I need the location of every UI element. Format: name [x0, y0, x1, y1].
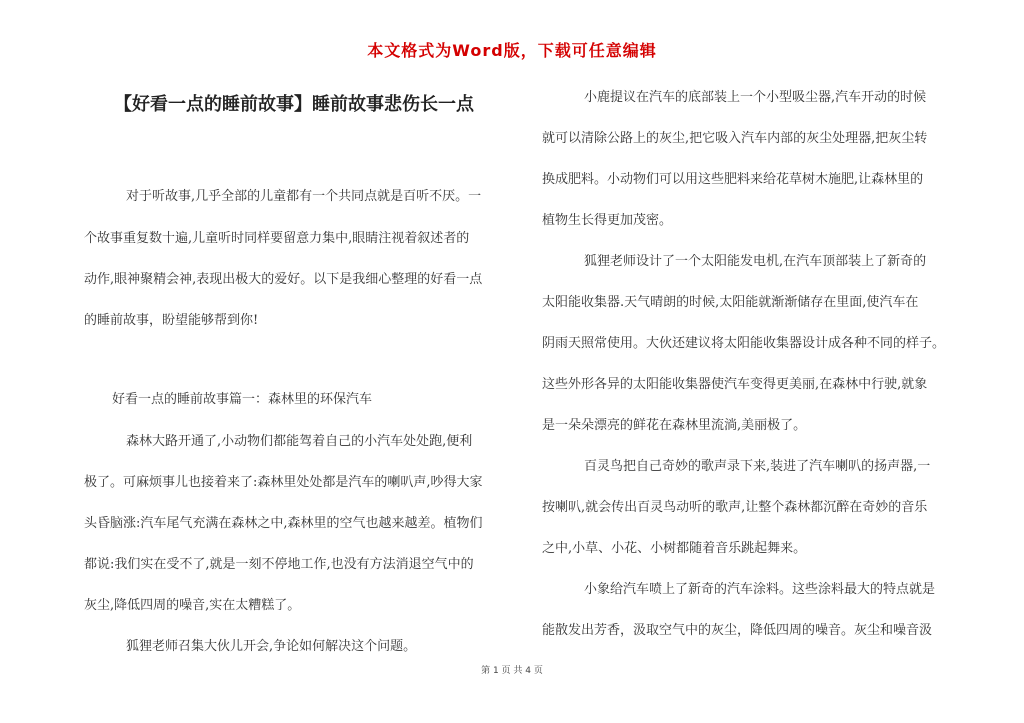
paragraph-line: 小鹿提议在汽车的底部装上一个小型吸尘器,汽车开动的时候 [584, 90, 927, 105]
document-title: 【好看一点的睡前故事】睡前故事悲伤长一点 [114, 94, 474, 115]
paragraph-line: 按喇叭,就会传出百灵鸟动听的歌声,让整个森林都沉醉在奇妙的音乐 [542, 500, 928, 515]
section-heading: 好看一点的睡前故事篇一：森林里的环保汽车 [112, 392, 373, 407]
paragraph-line: 动作,眼神聚精会神,表现出极大的爱好。以下是我细心整理的好看一点 [84, 272, 483, 287]
page-footer: 第 1 页 共 4 页 [481, 666, 543, 676]
paragraph-line: 是一朵朵漂亮的鲜花在森林里流淌,美丽极了。 [542, 418, 807, 433]
paragraph-line: 头昏脑涨:汽车尾气充满在森林之中,森林里的空气也越来越差。植物们 [84, 516, 483, 531]
paragraph-line: 森林大路开通了,小动物们都能驾着自己的小汽车处处跑,便利 [126, 434, 473, 449]
paragraph-line: 能散发出芳香，汲取空气中的灰尘，降低四周的噪音。灰尘和噪音汲 [542, 623, 933, 638]
paragraph-line: 极了。可麻烦事儿也接着来了:森林里处处都是汽车的喇叭声,吵得大家 [84, 475, 483, 490]
format-banner: 本文格式为Word版，下载可任意编辑 [367, 41, 657, 60]
paragraph-line: 都说:我们实在受不了,就是一刻不停地工作,也没有方法消退空气中的 [84, 557, 474, 572]
paragraph-line: 的睡前故事，盼望能够帮到你! [84, 313, 259, 328]
paragraph-line: 灰尘,降低四周的噪音,实在太糟糕了。 [84, 598, 301, 613]
paragraph-line: 就可以清除公路上的灰尘,把它吸入汽车内部的灰尘处理器,把灰尘转 [542, 131, 928, 146]
paragraph-line: 这些外形各异的太阳能收集器使汽车变得更美丽,在森林中行驶,就象 [542, 377, 928, 392]
paragraph-line: 对于听故事,几乎全部的儿童都有一个共同点就是百听不厌。一 [126, 189, 482, 204]
paragraph-line: 百灵鸟把自己奇妙的歌声录下来,装进了汽车喇叭的扬声器,一 [584, 459, 931, 474]
paragraph-line: 阴雨天照常使用。大伙还建议将太阳能收集器设计成各种不同的样子。 [542, 336, 946, 351]
paragraph-line: 换成肥料。小动物们可以用这些肥料来给花草树木施肥,让森林里的 [542, 172, 924, 187]
paragraph-line: 个故事重复数十遍,儿童听时同样要留意力集中,眼睛注视着叙述者的 [84, 231, 470, 246]
paragraph-line: 小象给汽车喷上了新奇的汽车涂料。这些涂料最大的特点就是 [584, 582, 936, 597]
paragraph-line: 太阳能收集器.天气晴朗的时候,太阳能就渐渐储存在里面,使汽车在 [542, 295, 919, 310]
paragraph-line: 之中,小草、小花、小树都随着音乐跳起舞来。 [542, 541, 807, 556]
paragraph-line: 狐狸老师设计了一个太阳能发电机,在汽车顶部装上了新奇的 [584, 254, 927, 269]
paragraph-line: 狐狸老师召集大伙儿开会,争论如何解决这个问题。 [126, 639, 417, 654]
paragraph-line: 植物生长得更加茂密。 [542, 213, 673, 228]
